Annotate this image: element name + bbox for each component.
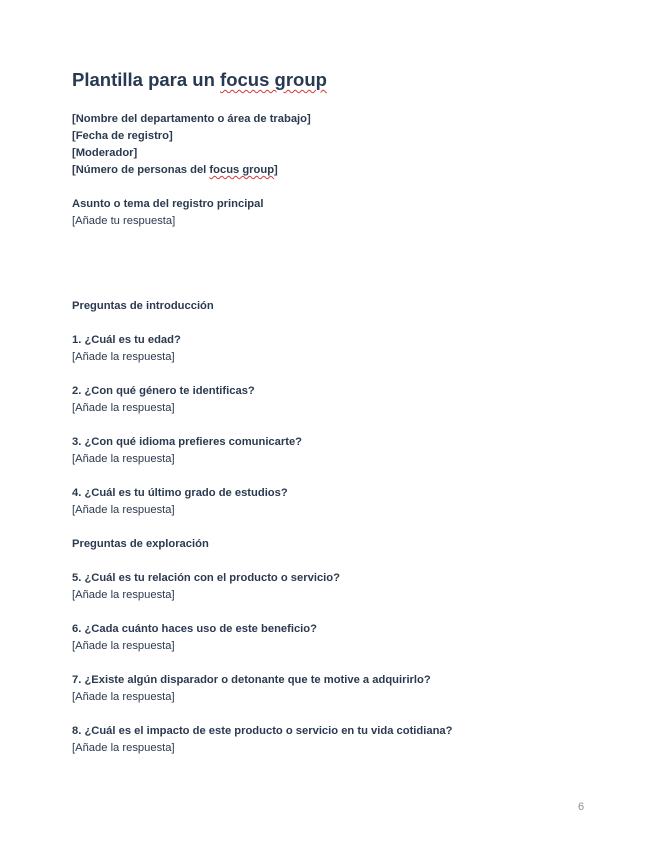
subject-heading: Asunto o tema del registro principal bbox=[72, 198, 264, 210]
question-item bbox=[72, 434, 612, 468]
exploration-section-heading: Preguntas de exploración bbox=[72, 538, 209, 550]
question-item bbox=[72, 672, 612, 706]
answer-placeholder[interactable]: [Añade la respuesta] bbox=[72, 402, 175, 414]
count-suffix: ] bbox=[274, 164, 278, 176]
question-text: 5. ¿Cuál es tu relación con el producto o servicio? bbox=[72, 572, 340, 584]
answer-placeholder[interactable]: [Añade la respuesta] bbox=[72, 742, 175, 754]
question-text: 1. ¿Cuál es tu edad? bbox=[72, 334, 181, 346]
question-text: 7. ¿Existe algún disparador o detonante que te motive a adquirirlo? bbox=[72, 674, 431, 686]
meta-block bbox=[72, 111, 612, 179]
question-item bbox=[72, 485, 612, 519]
date-placeholder[interactable]: [Fecha de registro] bbox=[72, 130, 173, 142]
count-highlight: focus group bbox=[209, 164, 275, 176]
moderator-placeholder[interactable]: [Moderador] bbox=[72, 147, 138, 159]
title-prefix: Plantilla para un bbox=[72, 69, 221, 90]
question-item bbox=[72, 383, 612, 417]
answer-placeholder[interactable]: [Añade la respuesta] bbox=[72, 640, 175, 652]
question-item bbox=[72, 570, 612, 604]
answer-placeholder[interactable]: [Añade la respuesta] bbox=[72, 453, 175, 465]
answer-placeholder[interactable]: [Añade la respuesta] bbox=[72, 351, 175, 363]
document-content bbox=[72, 66, 612, 757]
question-text: 4. ¿Cuál es tu último grado de estudios? bbox=[72, 487, 288, 499]
answer-placeholder[interactable]: [Añade la respuesta] bbox=[72, 504, 175, 516]
subject-answer[interactable]: [Añade tu respuesta] bbox=[72, 215, 176, 227]
question-text: 6. ¿Cada cuánto haces uso de este beneficio? bbox=[72, 623, 317, 635]
intro-section-heading: Preguntas de introducción bbox=[72, 300, 214, 312]
question-item bbox=[72, 621, 612, 655]
title-highlight: focus group bbox=[220, 69, 327, 90]
subject-block bbox=[72, 196, 612, 230]
question-item bbox=[72, 723, 612, 757]
question-text: 2. ¿Con qué género te identificas? bbox=[72, 385, 255, 397]
question-item bbox=[72, 332, 612, 366]
participant-count-placeholder[interactable] bbox=[72, 162, 612, 179]
answer-placeholder[interactable]: [Añade la respuesta] bbox=[72, 691, 175, 703]
question-text: 3. ¿Con qué idioma prefieres comunicarte? bbox=[72, 436, 303, 448]
document-title bbox=[72, 66, 612, 94]
count-prefix: [Número de personas del bbox=[72, 164, 210, 176]
question-text: 8. ¿Cuál es el impacto de este producto o servicio en tu vida cotidiana? bbox=[72, 725, 453, 737]
intro-section bbox=[72, 298, 612, 519]
exploration-section bbox=[72, 536, 612, 757]
department-placeholder[interactable]: [Nombre del departamento o área de trabajo] bbox=[72, 113, 311, 125]
answer-placeholder[interactable]: [Añade la respuesta] bbox=[72, 589, 175, 601]
page-number: 6 bbox=[578, 801, 585, 813]
